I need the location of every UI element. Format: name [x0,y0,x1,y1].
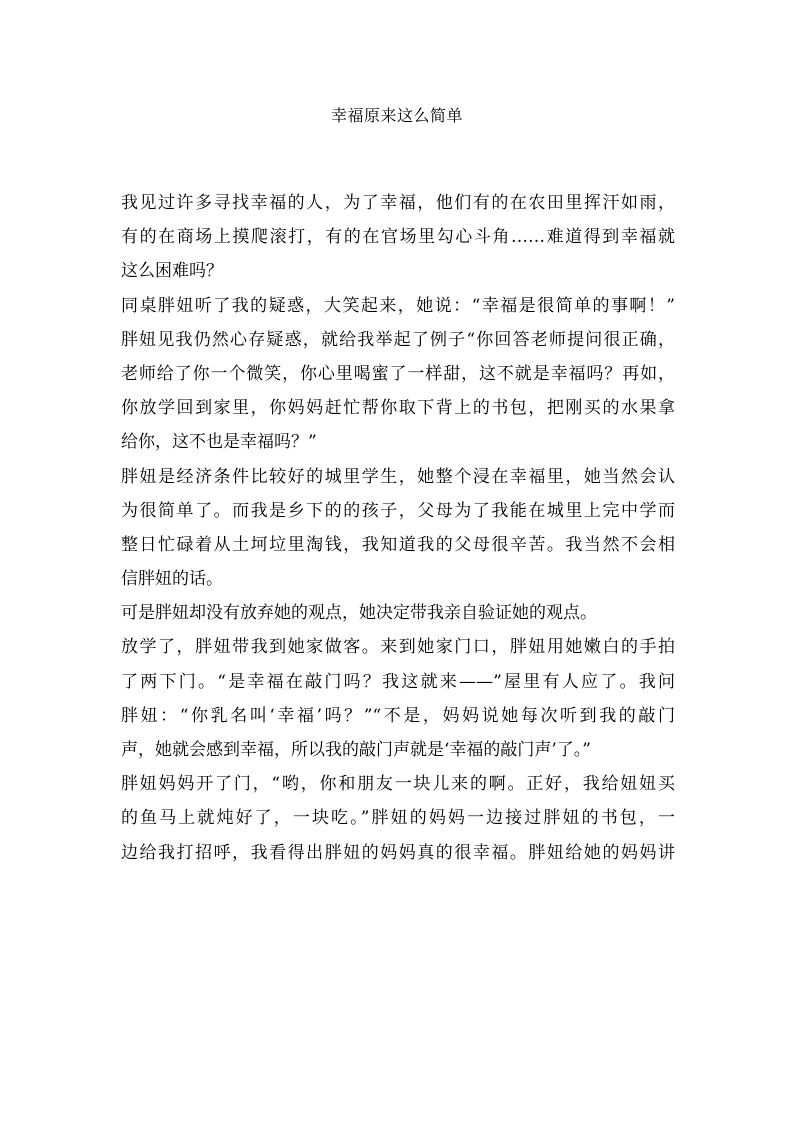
text-line: 胖妞：“你乳名叫‘幸福’吗？”“不是，妈妈说她每次听到我的敲门 [121,705,675,726]
document-title: 幸福原来这么简单 [330,106,463,125]
text-line: 同桌胖妞听了我的疑惑，大笑起来，她说：“幸福是很简单的事啊！” [121,295,675,316]
text-line: 给你，这不也是幸福吗？” [121,432,317,453]
text-line: 我见过许多寻找幸福的人，为了幸福，他们有的在农田里挥汗如雨， [121,193,675,213]
text-line: 声，她就会感到幸福，所以我的敲门声就是‘幸福的敲门声’了。” [121,740,591,760]
text-line: 你放学回到家里，你妈妈赶忙帮你取下背上的书包，把刚买的水果拿 [121,398,675,419]
text-line: 信胖妞的话。 [121,569,223,590]
text-line: 胖妞见我仍然心存疑惑，就给我举起了例子“你回答老师提问很正确， [121,329,675,350]
text-line: 整日忙碌着从土坷垃里淘钱，我知道我的父母很辛苦。我当然不会相 [121,534,675,555]
text-line: 了两下门。“是幸福在敲门吗？我这就来——”屋里有人应了。我问 [121,671,675,692]
text-line: 老师给了你一个微笑，你心里喝蜜了一样甜，这不就是幸福吗？再如， [121,363,675,384]
text-line: 有的在商场上摸爬滚打，有的在官场里勾心斗角……难道得到幸福就 [121,227,675,248]
document-body [121,186,675,870]
text-line: 这么困难吗？ [121,261,223,282]
text-line: 胖妞是经济条件比较好的城里学生，她整个浸在幸福里，她当然会认 [121,466,675,487]
text-line: 胖妞妈妈开了门，“哟，你和朋友一块儿来的啊。正好，我给妞妞买 [121,774,675,795]
text-line: 为很简单了。而我是乡下的的孩子，父母为了我能在城里上完中学而 [121,500,675,521]
text-line: 的鱼马上就炖好了，一块吃。”胖妞的妈妈一边接过胖妞的书包，一 [121,808,675,829]
text-line: 放学了，胖妞带我到她家做客。来到她家门口，胖妞用她嫩白的手拍 [121,637,675,658]
text-line: 边给我打招呼，我看得出胖妞的妈妈真的很幸福。胖妞给她的妈妈讲 [121,842,675,863]
text-line: 可是胖妞却没有放弃她的观点，她决定带我亲自验证她的观点。 [121,603,597,624]
